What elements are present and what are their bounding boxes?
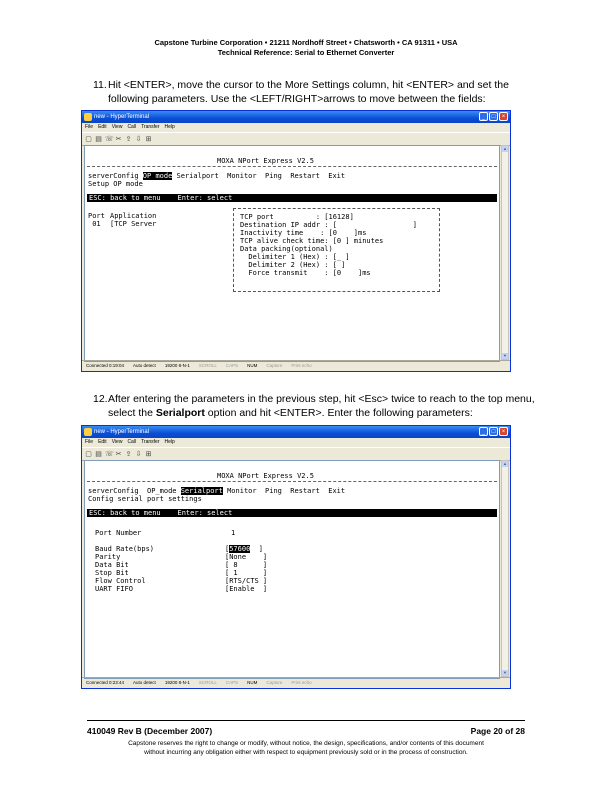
step-number: 11.	[93, 79, 107, 91]
minimize-icon[interactable]: _	[479, 112, 488, 121]
hyperterminal-icon	[84, 113, 92, 121]
send-icon[interactable]: ⇪	[125, 135, 132, 143]
page-number: Page 20 of 28	[470, 726, 525, 736]
window-title: new - HyperTerminal	[94, 114, 150, 120]
menu-file[interactable]: File	[85, 124, 94, 130]
param-parity-label: Parity	[95, 553, 121, 561]
column-port: Port	[88, 212, 105, 220]
setting-tcp-port[interactable]: TCP port : [16128]	[240, 213, 354, 221]
status-scroll: SCROLL	[198, 363, 217, 368]
scroll-down-icon[interactable]: ▼	[503, 670, 507, 675]
disconnect-icon[interactable]: ✂	[115, 450, 122, 458]
menu-view[interactable]: View	[111, 124, 123, 130]
window-title: new - HyperTerminal	[94, 429, 150, 435]
receive-icon[interactable]: ⇩	[135, 450, 142, 458]
vertical-scrollbar[interactable]	[501, 460, 509, 677]
title-bar	[82, 111, 510, 123]
status-echo: Print echo	[291, 363, 312, 368]
param-stopbit-value[interactable]: [ 1 ]	[225, 569, 268, 577]
open-icon[interactable]: ▤	[95, 450, 102, 458]
status-detect: Auto detect	[133, 363, 156, 368]
status-connected: Connected 0:23:44	[86, 680, 125, 685]
terminal-screen[interactable]	[84, 460, 500, 679]
scroll-down-icon[interactable]: ▼	[503, 353, 507, 358]
step-text-bold: Serialport	[155, 407, 205, 419]
properties-icon[interactable]: ⊞	[145, 450, 152, 458]
setting-destination-ip[interactable]: Destination IP addr : [ ]	[240, 221, 418, 229]
param-fifo-label: UART FIFO	[95, 585, 133, 593]
setting-tcp-alive[interactable]: TCP alive check time: [0 ] minutes	[240, 237, 384, 245]
status-baud: 19200 8-N-1	[164, 680, 190, 685]
hyperterminal-window-2	[81, 425, 511, 689]
hyperterminal-icon	[84, 428, 92, 436]
step-text: Hit <ENTER>, move the cursor to the More Settings column, hit <ENTER> and set the following parameters. Use the <LEFT/RIGHT>arrows to move between the fields:	[108, 79, 509, 105]
terminal-screen[interactable]	[84, 145, 500, 362]
disclaimer-line-2: without incurring any obligation either with respect to equipment previously sold or in the process of construction.	[144, 749, 468, 756]
menu-bar	[82, 438, 510, 447]
maximize-icon[interactable]: □	[489, 112, 498, 121]
esc-hint-bar: ESC: back to menu Enter: select	[87, 194, 497, 202]
param-baud-label: Baud Rate(bps)	[95, 545, 155, 553]
receive-icon[interactable]: ⇩	[135, 135, 142, 143]
hyperterminal-window-1	[81, 110, 511, 372]
status-scroll: SCROLL	[198, 680, 217, 685]
send-icon[interactable]: ⇪	[125, 450, 132, 458]
terminal-heading: MOXA NPort Express V2.5	[217, 472, 314, 480]
status-num: NUM	[247, 680, 258, 685]
menu-edit[interactable]: Edit	[98, 439, 107, 445]
footer-info	[87, 726, 525, 736]
menu-call[interactable]: Call	[127, 124, 137, 130]
maximize-icon[interactable]: □	[489, 427, 498, 436]
status-caps: CAPS	[225, 363, 239, 368]
footer-rule	[87, 720, 525, 721]
status-echo: Print echo	[291, 680, 312, 685]
status-num: NUM	[247, 363, 258, 368]
param-fifo-value[interactable]: [Enable ]	[225, 585, 268, 593]
close-icon[interactable]: ×	[499, 112, 508, 121]
status-detect: Auto detect	[133, 680, 156, 685]
step-12	[93, 392, 548, 420]
title-bar	[82, 426, 510, 438]
vertical-scrollbar[interactable]	[501, 145, 509, 360]
footer-disclaimer	[87, 739, 525, 757]
status-bar	[82, 677, 510, 688]
properties-icon[interactable]: ⊞	[145, 135, 152, 143]
status-bar	[82, 360, 510, 371]
setting-delimiter-2[interactable]: Delimiter 2 (Hex) : [ ]	[240, 261, 346, 269]
menu-transfer[interactable]: Transfer	[141, 439, 160, 445]
setting-force-transmit[interactable]: Force transmit : [0 ]ms	[240, 269, 371, 277]
new-icon[interactable]: ▢	[85, 135, 92, 143]
menu-bar	[82, 123, 510, 132]
terminal-menu: serverConfig OP_mode Serialport Monitor Ping Restart Exit	[88, 487, 346, 495]
step-number: 12.	[93, 393, 108, 405]
connect-icon[interactable]: ☏	[105, 450, 114, 458]
menu-transfer[interactable]: Transfer	[141, 124, 160, 130]
menu-edit[interactable]: Edit	[98, 124, 107, 130]
scroll-up-icon[interactable]: ▲	[503, 146, 507, 151]
param-flow-value[interactable]: [RTS/CTS ]	[225, 577, 268, 585]
menu-help[interactable]: Help	[164, 124, 175, 130]
selected-menu-op-mode[interactable]: OP mode	[142, 172, 173, 180]
menu-view[interactable]: View	[111, 439, 123, 445]
port-value: 01	[88, 220, 101, 228]
scroll-up-icon[interactable]: ▲	[503, 461, 507, 466]
terminal-menu: serverConfig OP mode Serialport Monitor Ping Restart Exit	[88, 172, 346, 180]
step-text-a: After entering the parameters in the previous step, hit <Esc> twice to reach to the top menu, select the	[108, 393, 535, 419]
status-connected: Connected 0:19:04	[86, 363, 125, 368]
setting-data-packing: Data packing(optional)	[240, 245, 333, 253]
terminal-subtitle: Config serial port settings	[88, 495, 202, 503]
disconnect-icon[interactable]: ✂	[115, 135, 122, 143]
selected-menu-serialport[interactable]: Serialport	[180, 487, 223, 495]
document-number: 410049 Rev B (December 2007)	[87, 726, 213, 736]
port-number-label: Port Number	[95, 529, 142, 537]
more-settings-box	[233, 208, 440, 292]
status-capture: Capture	[266, 680, 283, 685]
setting-inactivity-time[interactable]: Inactivity time : [0 ]ms	[240, 229, 367, 237]
connect-icon[interactable]: ☏	[105, 135, 114, 143]
terminal-subtitle: Setup OP mode	[88, 180, 143, 188]
status-caps: CAPS	[225, 680, 239, 685]
param-stopbit-label: Stop Bit	[95, 569, 129, 577]
menu-call[interactable]: Call	[127, 439, 137, 445]
param-databit-value[interactable]: [ 8 ]	[225, 561, 268, 569]
disclaimer-line-1: Capstone reserves the right to change or modify, without notice, the design, specifications, and/or contents of this document	[128, 740, 484, 747]
port-number-value: 1	[231, 529, 236, 537]
application-value: [TCP Server	[110, 220, 157, 228]
header-address: Capstone Turbine Corporation • 21211 Nordhoff Street • Chatsworth • CA 91311 • USA	[154, 38, 458, 47]
param-flow-label: Flow Control	[95, 577, 146, 585]
toolbar	[82, 447, 510, 461]
param-parity-value[interactable]: [None ]	[225, 553, 268, 561]
esc-hint-bar: ESC: back to menu Enter: select	[87, 509, 497, 517]
param-baud-value[interactable]: [57600 ]	[225, 545, 263, 553]
header-title: Technical Reference: Serial to Ethernet Converter	[217, 48, 395, 57]
open-icon[interactable]: ▤	[95, 135, 102, 143]
menu-help[interactable]: Help	[164, 439, 175, 445]
column-application: Application	[110, 212, 157, 220]
menu-file[interactable]: File	[85, 439, 94, 445]
step-text-b: option and hit <ENTER>. Enter the following parameters:	[204, 407, 473, 419]
status-capture: Capture	[266, 363, 283, 368]
param-databit-label: Data Bit	[95, 561, 129, 569]
terminal-heading: MOXA NPort Express V2.5	[217, 157, 314, 165]
close-icon[interactable]: ×	[499, 427, 508, 436]
minimize-icon[interactable]: _	[479, 427, 488, 436]
toolbar	[82, 132, 510, 146]
setting-delimiter-1[interactable]: Delimiter 1 (Hex) : [_ ]	[240, 253, 350, 261]
status-baud: 19200 8-N-1	[164, 363, 190, 368]
step-11	[93, 78, 548, 106]
new-icon[interactable]: ▢	[85, 450, 92, 458]
